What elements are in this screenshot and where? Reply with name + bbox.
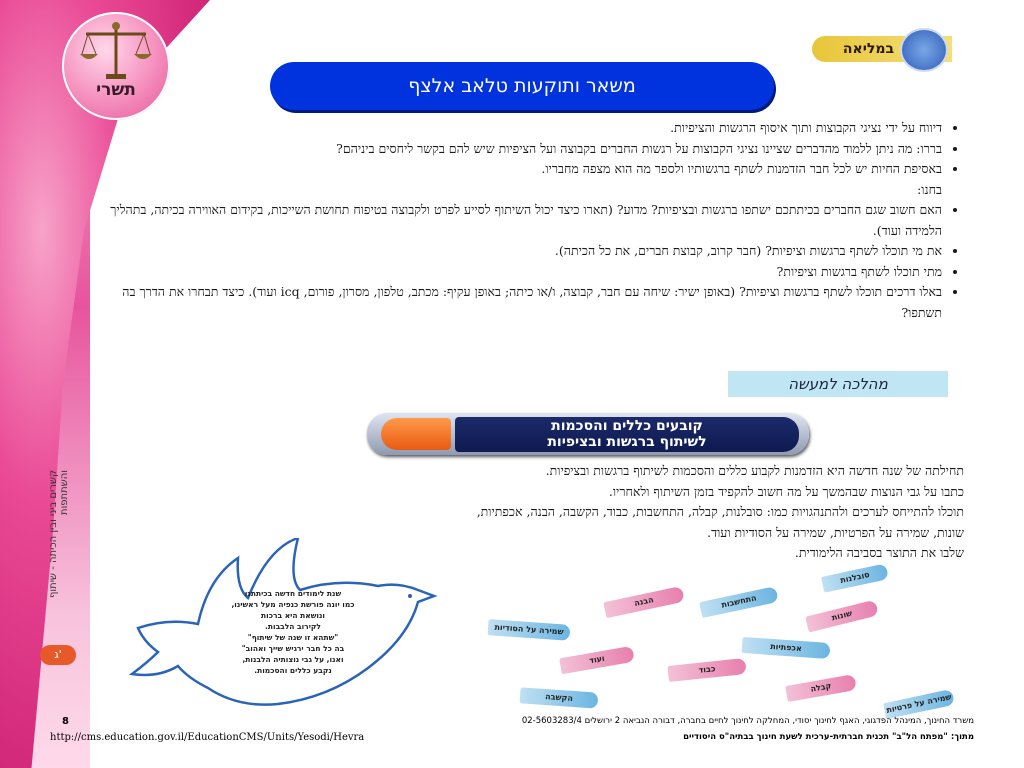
- list-item: • האם חשוב שגם החברים בכיתתכם ישתפו ברגשות ובציפיות? מדוע? (תארו כיצד יכול השיתוף לסייע לפרט ולקבוצה בטיפוח תחושת השייכות, בקידום האווירה בכיתה, בתהליך הלמידה ועוד).: [106, 200, 942, 241]
- feather: שונות: [805, 600, 879, 633]
- side-caption: קשרים ביני ובין הכיתה - שיתוף והשתתפות: [48, 470, 70, 599]
- method-label: מהלכה למעשה: [728, 371, 948, 397]
- page-title: משאר ותוקעות טלאב אלצף: [270, 62, 774, 110]
- paragraph-line: תחילתה של שנה חדשה היא הזדמנות לקבוע כללים והסכמות לשיתוף ברגשות ובציפיות.: [545, 463, 964, 478]
- poem-line: כמו יונה פורשת כנפיה מעל ראשינו,: [231, 600, 355, 609]
- feather: הקשבה: [520, 687, 599, 708]
- poem-line: שנת לימודים חדשה בכיתתנו: [244, 589, 342, 598]
- footer-source: מתוך: "מפתח הל"ב" תכנית חברתית-ערכית לשעת חינוך בבתיה"ס היסודיים: [683, 732, 974, 742]
- footer-address: משרד החינוך, המינהל הפדגוגי, האגף לחינוך יסודי, המחלקה לחינוך לחיים בחברה, דבורה הנביאה 2 ירושלים 02-5603283/4: [521, 716, 974, 726]
- poem-line: ואנו, על גבי נוצותיה הלבנות,: [242, 655, 344, 664]
- feather: קבלה: [785, 674, 857, 702]
- month-logo: [62, 12, 170, 120]
- paragraph-line: תוכלו להתייחס לערכים ולהתנהגויות כמו: סובלנות, קבלה, התחשבות, כבוד, הקשבה, הבנה, אכפתיות,: [476, 504, 964, 519]
- poem-line: נקבע כללים והסכמות.: [254, 666, 332, 675]
- dove-poem: [220, 588, 366, 676]
- group-people-icon: [900, 28, 948, 72]
- list-item: • באלו דרכים תוכלו לשתף ברגשות וציפיות? (באופן ישיר: שיחה עם חבר, קבוצה, ו/או כיתה; באופן עקיף: מכתב, טלפון, מסרון, פורום, icq ועוד). כיצד תבחרו את הדרך בה תשתפו?: [106, 282, 942, 323]
- feather: התחשבות: [699, 586, 779, 618]
- section-tag: במליאה: [812, 36, 952, 62]
- list-item: • באסיפת החיות יש לכל חבר הזדמנות לשתף ברגשותיו ולספר מה הוא מצפה מחבריו.: [106, 159, 942, 180]
- chapter-badge: ג': [40, 645, 76, 665]
- feather: כבוד: [667, 658, 746, 682]
- page-number: 8: [62, 716, 69, 727]
- list-item: • דיווח על ידי נציגי הקבוצות ותוך איסוף הרגשות והציפיות.: [106, 118, 942, 139]
- scales-icon: [78, 20, 154, 84]
- feather: שמירה על הסודיות: [488, 619, 571, 641]
- poem-line: לקירוב הלבבות.: [265, 622, 321, 631]
- instructions-list: [106, 118, 964, 323]
- banner-title: [455, 417, 799, 452]
- check-label: בחנו:: [917, 181, 942, 197]
- feather: הבנה: [603, 586, 685, 618]
- activity-banner: [367, 413, 809, 455]
- logo-month-label: תשרי: [96, 80, 136, 100]
- footer-url-link[interactable]: http://cms.education.gov.il/EducationCMS/Units/Yesodi/Hevra: [50, 732, 365, 743]
- paragraph-line: כתבו על גבי הנוצות שבהמשך על מה חשוב להקפיד בזמן השיתוף ולאחריו.: [608, 483, 964, 499]
- banner-line-1: קובעים כללים והסכמות: [551, 418, 703, 434]
- feather: שמירה על פרטיות: [883, 689, 955, 719]
- banner-accent: [381, 418, 451, 450]
- poem-line: "שתהא זו שנה של שיתוף": [247, 633, 339, 642]
- list-item: • את מי תוכלו לשתף ברגשות וציפיות? (חבר קרוב, קבוצת חברים, את כל הכיתה).: [106, 241, 942, 262]
- paragraph-line: שלבו את התוצר בסביבה הלימודית.: [794, 545, 964, 560]
- feather: ועוד: [559, 646, 635, 675]
- banner-line-2: לשיתוף ברגשות ובציפיות: [547, 434, 707, 450]
- list-item: • בררו: מה ניתן ללמוד מהדברים שציינו נציגי הקבוצות על רגשות החברים בקבוצה ועל הציפיות שיש להם בקשר ליחסים ביניהם?: [106, 139, 942, 160]
- feather: אכפתיות: [742, 637, 831, 659]
- paragraph-line: שונות, שמירה על הפרטיות, שמירה על הסודיות ועוד.: [707, 524, 964, 540]
- poem-line: ונושאת היא ברכות: [261, 611, 325, 620]
- list-item: • מתי תוכלו לשתף ברגשות וציפיות?: [106, 262, 942, 283]
- feather: סובלנות: [821, 563, 889, 592]
- poem-line: בה כל חבר ירגיש שייך ואהוב": [241, 644, 345, 653]
